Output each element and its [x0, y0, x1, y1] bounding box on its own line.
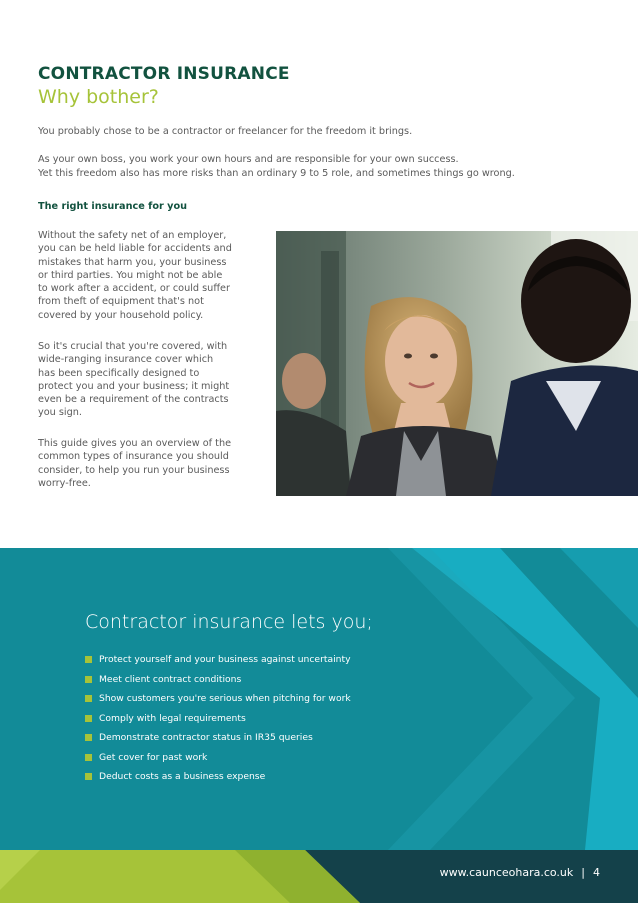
- intro-line: As your own boss, you work your own hours and are responsible for your own success.: [38, 154, 459, 165]
- text-line: you can be held liable for accidents and: [38, 243, 232, 255]
- text-line: has been specifically designed to: [38, 367, 200, 379]
- text-line: worry-free.: [38, 477, 91, 489]
- list-item-label: Show customers you're serious when pitching for work: [99, 693, 351, 704]
- intro-paragraph-2: [38, 153, 598, 181]
- text-line: protect you and your business; it might: [38, 380, 230, 392]
- page-footer: [0, 850, 638, 903]
- bullet-square-icon: [85, 676, 92, 683]
- page-subtitle: Why bother?: [38, 86, 159, 108]
- list-item: [85, 752, 351, 772]
- text-line: to work after a accident, or could suffer: [38, 283, 230, 295]
- text-line: covered by your household policy.: [38, 309, 204, 321]
- body-paragraph-3: [38, 437, 248, 490]
- list-item: [85, 693, 351, 713]
- business-people-photo: [276, 231, 638, 496]
- text-line: from theft of equipment that's not: [38, 296, 204, 308]
- text-line: consider, to help you run your business: [38, 464, 230, 476]
- bullet-square-icon: [85, 754, 92, 761]
- text-line: even be a requirement of the contracts: [38, 394, 229, 406]
- benefits-title: Contractor insurance lets you;: [85, 611, 373, 633]
- page-title: CONTRACTOR INSURANCE: [38, 64, 290, 84]
- benefits-band: [0, 548, 638, 850]
- list-item: [85, 771, 351, 791]
- section-heading: The right insurance for you: [38, 201, 188, 212]
- photo-illustration: [276, 231, 638, 496]
- text-line: or third parties. You might not be able: [38, 269, 223, 281]
- intro-paragraph-1: You probably chose to be a contractor or freelancer for the freedom it brings.: [38, 126, 413, 137]
- list-item-label: Get cover for past work: [99, 751, 208, 763]
- text-line: So it's crucial that you're covered, with: [38, 341, 228, 352]
- list-item: [85, 732, 351, 752]
- footer-separator: |: [581, 866, 585, 879]
- list-item-label: Deduct costs as a business expense: [99, 771, 266, 782]
- footer-text: [440, 866, 600, 879]
- list-item: [85, 713, 351, 733]
- text-line: wide-ranging insurance cover which: [38, 354, 214, 366]
- body-paragraph-1: [38, 229, 248, 322]
- text-line: This guide gives you an overview of the: [38, 438, 232, 449]
- bullet-square-icon: [85, 715, 92, 722]
- list-item-label: Meet client contract conditions: [99, 673, 242, 685]
- page-number: 4: [593, 866, 600, 879]
- website-link[interactable]: www.caunceohara.co.uk: [439, 866, 574, 879]
- bullet-square-icon: [85, 656, 92, 663]
- list-item-label: Demonstrate contractor status in IR35 queries: [99, 732, 313, 743]
- text-line: Without the safety net of an employer,: [38, 230, 227, 241]
- list-item: [85, 654, 351, 674]
- text-line: you sign.: [38, 407, 82, 419]
- benefits-list: [85, 654, 351, 791]
- list-item-label: Comply with legal requirements: [99, 712, 246, 724]
- list-item: [85, 674, 351, 694]
- text-line: common types of insurance you should: [38, 451, 229, 463]
- text-line: mistakes that harm you, your business: [38, 256, 227, 268]
- intro-line: Yet this freedom also has more risks than an ordinary 9 to 5 role, and sometimes things go wrong.: [38, 168, 515, 179]
- body-paragraph-2: [38, 340, 248, 420]
- list-item-label: Protect yourself and your business against uncertainty: [99, 654, 351, 665]
- bullet-square-icon: [85, 734, 92, 741]
- bullet-square-icon: [85, 695, 92, 702]
- bullet-square-icon: [85, 773, 92, 780]
